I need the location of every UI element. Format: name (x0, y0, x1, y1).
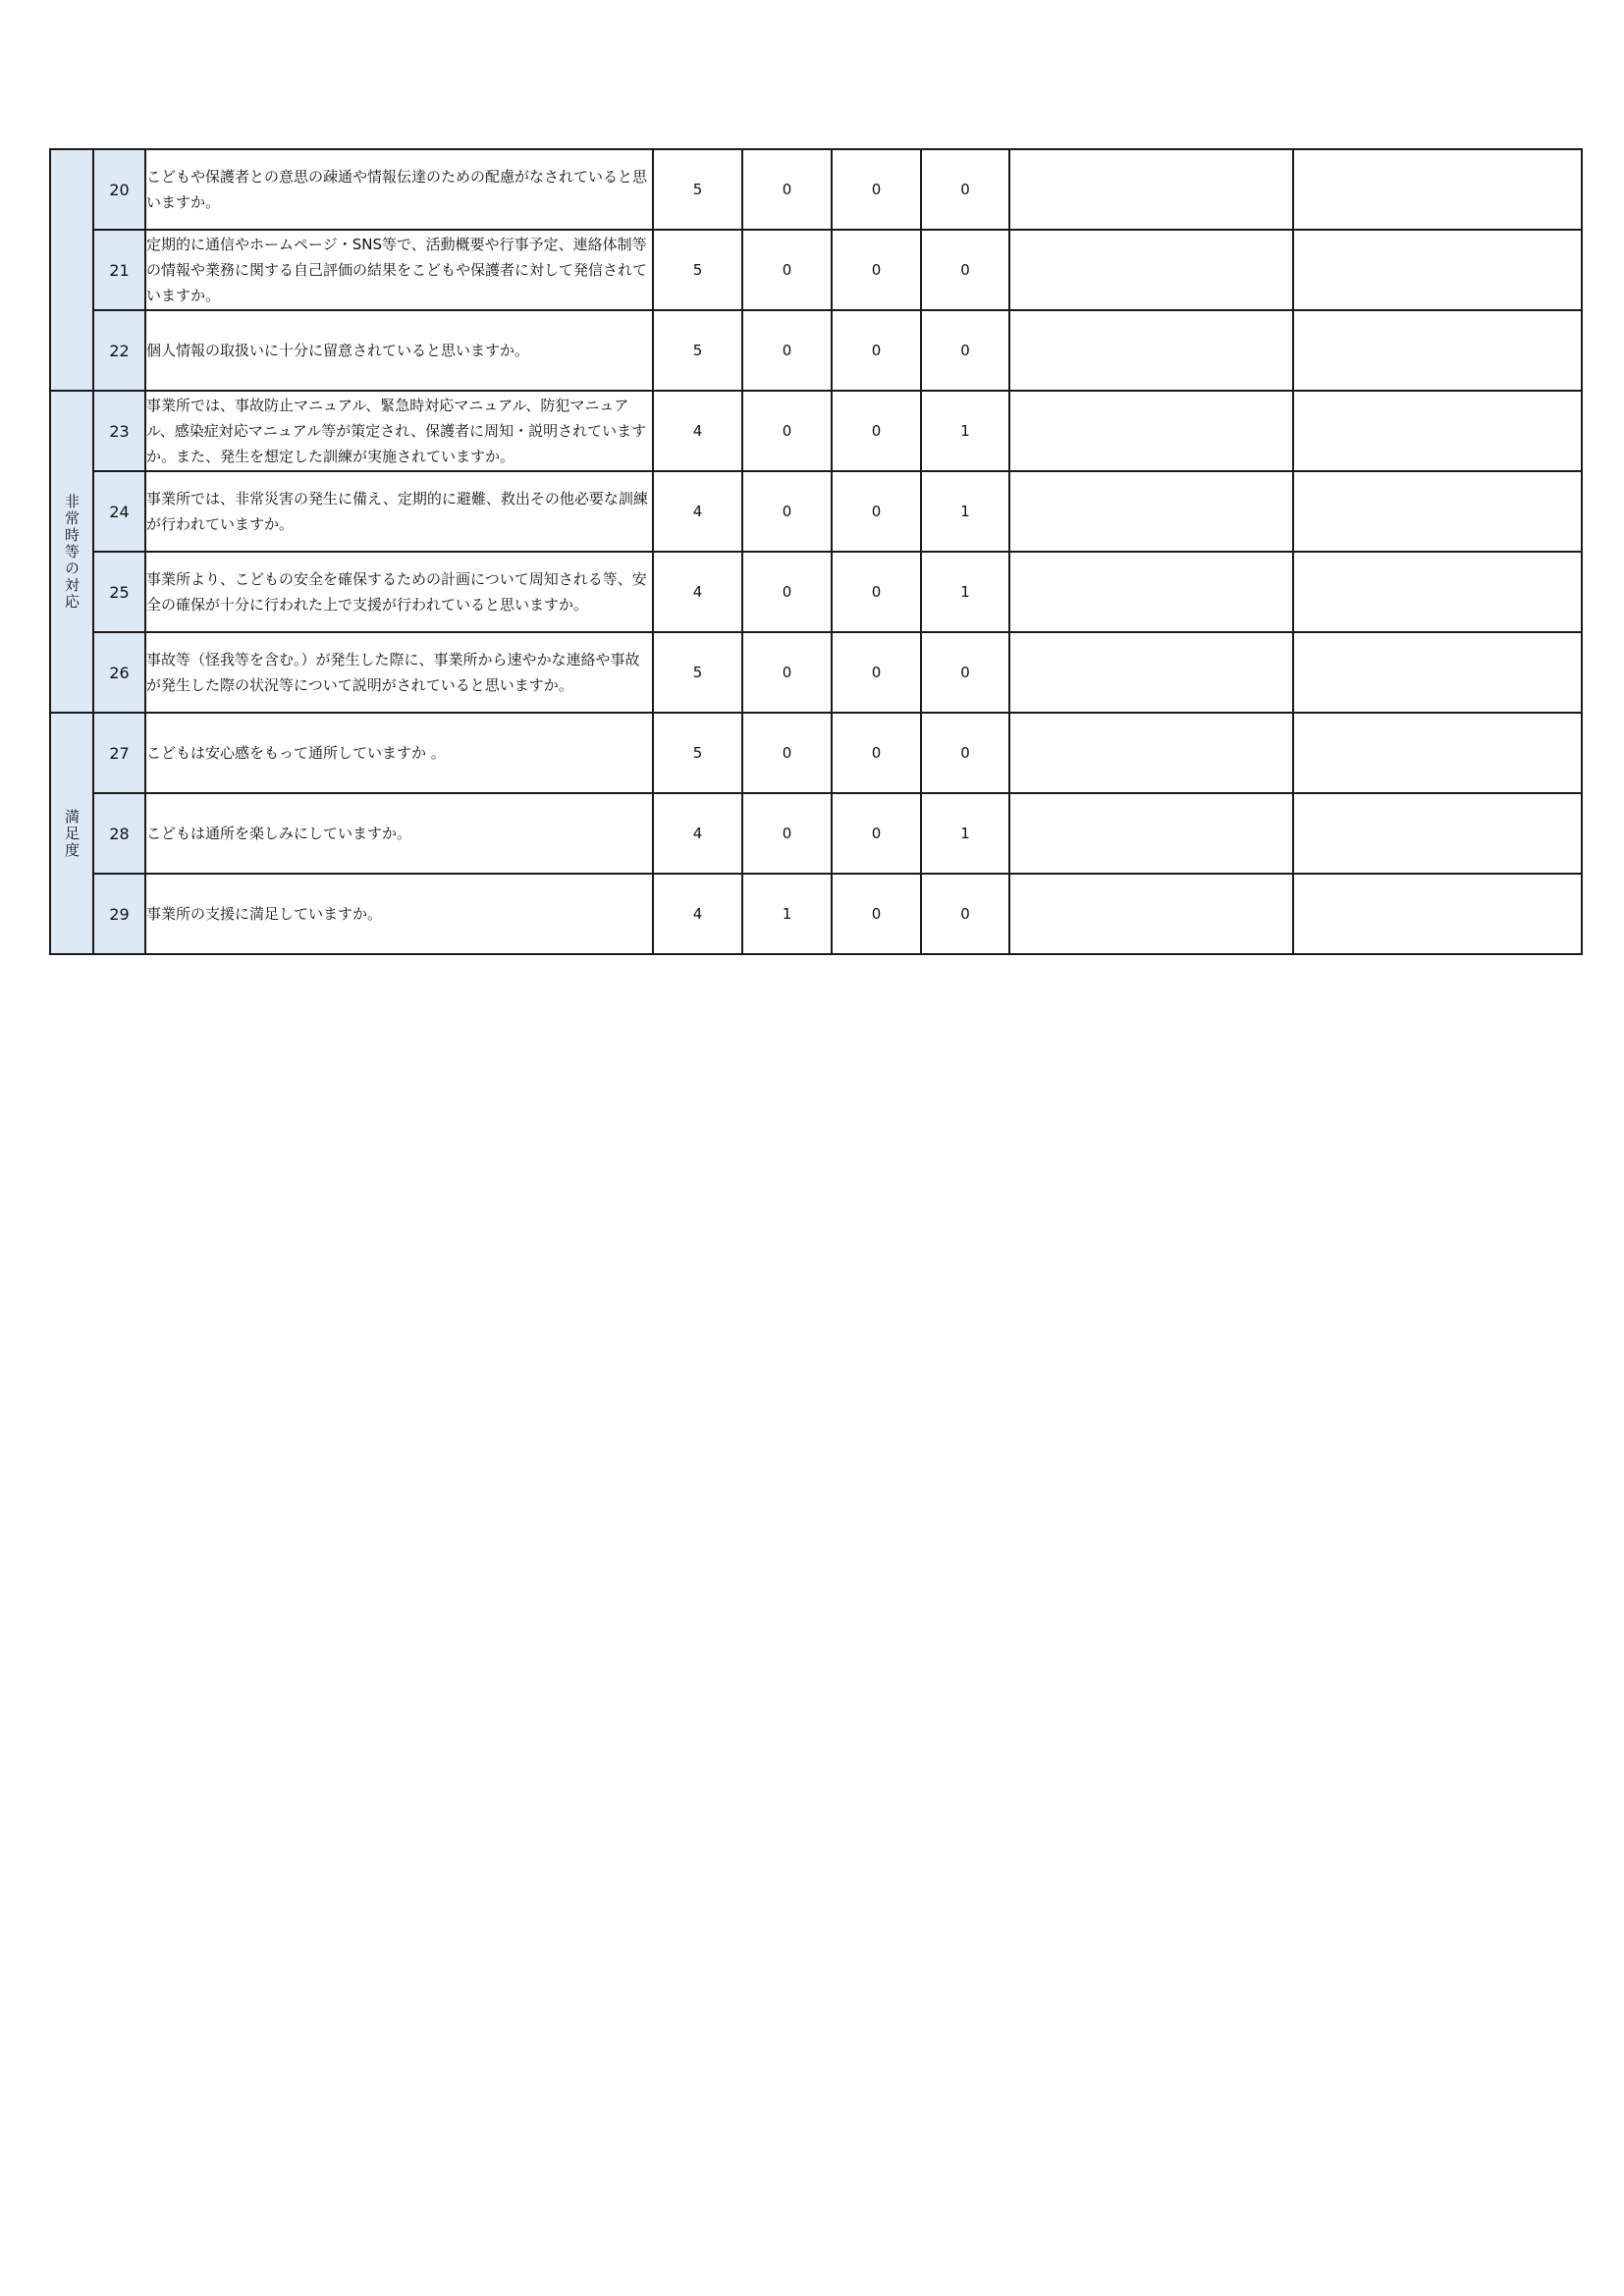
table-row (50, 713, 1582, 793)
table-row (50, 552, 1582, 632)
answer-count-unknown: 0 (921, 149, 1009, 230)
comment-cell (1009, 230, 1293, 310)
answer-count-no: 0 (832, 471, 921, 552)
table-row (50, 149, 1582, 230)
answer-count-yes: 4 (653, 391, 742, 471)
question-text: 事業所では、事故防止マニュアル、緊急時対応マニュアル、防犯マニュアル、感染症対応マニュアル等が策定され、保護者に周知・説明されていますか。また、発生を想定した訓練が実施されていますか。 (145, 391, 653, 471)
question-number: 23 (93, 391, 145, 471)
answer-count-no: 0 (832, 149, 921, 230)
answer-count-neutral: 0 (742, 471, 832, 552)
answer-count-neutral: 0 (742, 632, 832, 713)
category-satisfaction: 満足度 (50, 713, 93, 954)
answer-count-yes: 5 (653, 310, 742, 391)
response-cell (1293, 310, 1582, 391)
question-text: 定期的に通信やホームページ・SNS等で、活動概要や行事予定、連絡体制等の情報や業務に関する自己評価の結果をこどもや保護者に対して発信されていますか。 (145, 230, 653, 310)
comment-cell (1009, 471, 1293, 552)
comment-cell (1009, 793, 1293, 874)
answer-count-no: 0 (832, 632, 921, 713)
category-emergency-response: 非常時等の対応 (50, 391, 93, 713)
comment-cell (1009, 391, 1293, 471)
answer-count-yes: 4 (653, 793, 742, 874)
answer-count-yes: 5 (653, 230, 742, 310)
question-number: 21 (93, 230, 145, 310)
answer-count-no: 0 (832, 310, 921, 391)
question-number: 25 (93, 552, 145, 632)
answer-count-neutral: 0 (742, 793, 832, 874)
response-cell (1293, 552, 1582, 632)
answer-count-no: 0 (832, 874, 921, 954)
response-cell (1293, 149, 1582, 230)
answer-count-neutral: 0 (742, 230, 832, 310)
answer-count-yes: 5 (653, 713, 742, 793)
comment-cell (1009, 713, 1293, 793)
response-cell (1293, 713, 1582, 793)
question-number: 28 (93, 793, 145, 874)
question-text: 事業所より、こどもの安全を確保するための計画について周知される等、安全の確保が十分に行われた上で支援が行われていると思いますか。 (145, 552, 653, 632)
answer-count-no: 0 (832, 230, 921, 310)
answer-count-yes: 4 (653, 552, 742, 632)
category-cell-continued (50, 149, 93, 391)
table-row (50, 793, 1582, 874)
response-cell (1293, 391, 1582, 471)
question-number: 24 (93, 471, 145, 552)
question-number: 27 (93, 713, 145, 793)
question-number: 29 (93, 874, 145, 954)
question-number: 20 (93, 149, 145, 230)
response-cell (1293, 230, 1582, 310)
table-row (50, 391, 1582, 471)
answer-count-unknown: 1 (921, 471, 1009, 552)
answer-count-unknown: 1 (921, 793, 1009, 874)
answer-count-no: 0 (832, 552, 921, 632)
table-row (50, 874, 1582, 954)
answer-count-no: 0 (832, 713, 921, 793)
evaluation-table (49, 148, 1583, 955)
comment-cell (1009, 632, 1293, 713)
answer-count-neutral: 0 (742, 713, 832, 793)
answer-count-unknown: 0 (921, 230, 1009, 310)
question-text: 事業所の支援に満足していますか。 (145, 874, 653, 954)
question-number: 22 (93, 310, 145, 391)
response-cell (1293, 632, 1582, 713)
answer-count-unknown: 1 (921, 552, 1009, 632)
comment-cell (1009, 310, 1293, 391)
comment-cell (1009, 874, 1293, 954)
table-row (50, 230, 1582, 310)
table-row (50, 310, 1582, 391)
answer-count-no: 0 (832, 391, 921, 471)
answer-count-yes: 4 (653, 471, 742, 552)
answer-count-unknown: 0 (921, 713, 1009, 793)
answer-count-yes: 5 (653, 632, 742, 713)
response-cell (1293, 471, 1582, 552)
question-number: 26 (93, 632, 145, 713)
question-text: 事業所では、非常災害の発生に備え、定期的に避難、救出その他必要な訓練が行われていますか。 (145, 471, 653, 552)
question-text: こどもは安心感をもって通所していますか 。 (145, 713, 653, 793)
question-text: こどもや保護者との意思の疎通や情報伝達のための配慮がなされていると思いますか。 (145, 149, 653, 230)
response-cell (1293, 874, 1582, 954)
comment-cell (1009, 552, 1293, 632)
answer-count-neutral: 0 (742, 552, 832, 632)
answer-count-neutral: 0 (742, 149, 832, 230)
answer-count-yes: 4 (653, 874, 742, 954)
response-cell (1293, 793, 1582, 874)
answer-count-unknown: 0 (921, 310, 1009, 391)
answer-count-neutral: 0 (742, 391, 832, 471)
question-text: こどもは通所を楽しみにしていますか。 (145, 793, 653, 874)
table-row (50, 471, 1582, 552)
comment-cell (1009, 149, 1293, 230)
answer-count-yes: 5 (653, 149, 742, 230)
question-text: 個人情報の取扱いに十分に留意されていると思いますか。 (145, 310, 653, 391)
question-text: 事故等（怪我等を含む。）が発生した際に、事業所から速やかな連絡や事故が発生した際の状況等について説明がされていると思いますか。 (145, 632, 653, 713)
answer-count-unknown: 1 (921, 391, 1009, 471)
answer-count-no: 0 (832, 793, 921, 874)
answer-count-neutral: 0 (742, 310, 832, 391)
answer-count-unknown: 0 (921, 632, 1009, 713)
table-row (50, 632, 1582, 713)
answer-count-neutral: 1 (742, 874, 832, 954)
answer-count-unknown: 0 (921, 874, 1009, 954)
